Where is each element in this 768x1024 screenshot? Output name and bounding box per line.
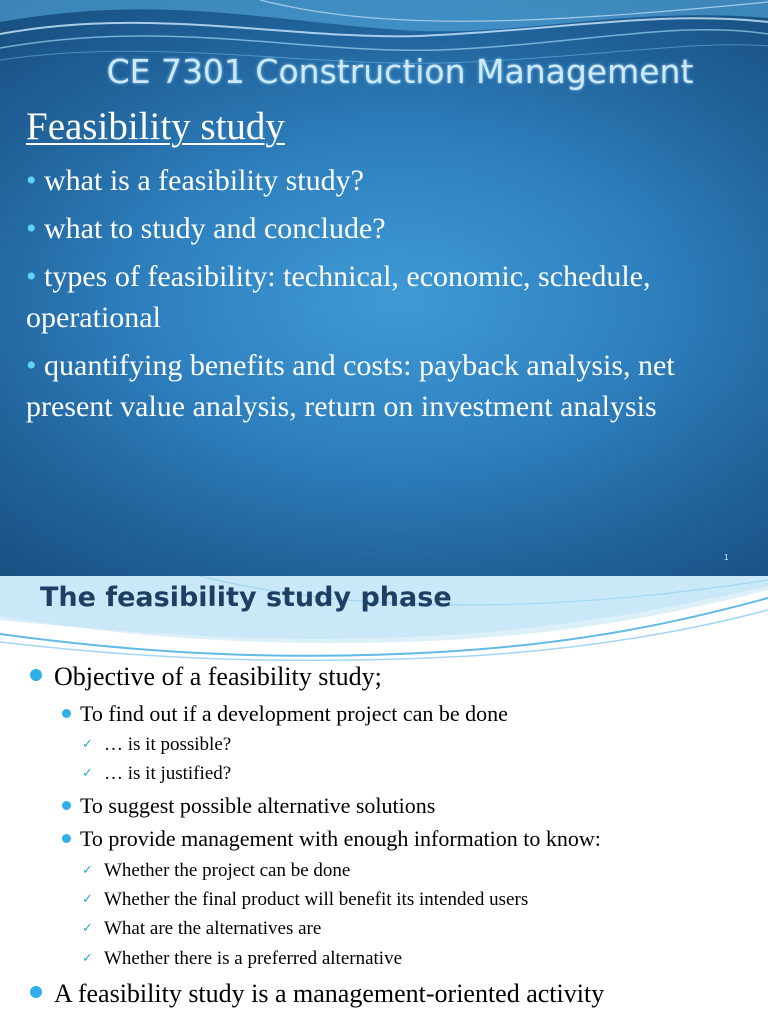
- list-item-text: To find out if a development project can be done: [80, 701, 508, 726]
- bullet-icon: [62, 801, 71, 810]
- list-item-text: Whether the project can be done: [104, 860, 351, 881]
- list-item: [82, 763, 231, 785]
- list-item: [26, 160, 746, 201]
- bullet-list: [26, 160, 746, 434]
- list-item: [62, 793, 435, 819]
- list-item: [30, 662, 382, 692]
- list-item: [62, 701, 508, 727]
- bullet-icon: •: [26, 349, 37, 382]
- slide-2: [0, 576, 768, 1024]
- list-item-text: types of feasibility: technical, economic, schedule, operational: [26, 260, 651, 334]
- list-item: [62, 826, 601, 852]
- slide-title: The feasibility study phase: [40, 582, 452, 613]
- list-item: [26, 208, 746, 249]
- list-item: [30, 979, 604, 1009]
- list-item-text: To provide management with enough information to know:: [80, 826, 601, 851]
- checkmark-icon: ✓: [82, 920, 93, 935]
- page-number: 1: [724, 553, 729, 562]
- checkmark-icon: ✓: [82, 862, 93, 877]
- checkmark-icon: ✓: [82, 736, 93, 751]
- bullet-icon: [62, 834, 71, 843]
- checkmark-icon: ✓: [82, 891, 93, 906]
- list-item: [82, 918, 321, 940]
- checkmark-icon: ✓: [82, 950, 93, 965]
- list-item-text: Whether the final product will benefit its intended users: [104, 889, 529, 910]
- bullet-icon: [62, 709, 71, 718]
- list-item-text: A feasibility study is a management-oriented activity: [54, 979, 605, 1008]
- bullet-icon: •: [26, 164, 37, 197]
- list-item-text: Whether there is a preferred alternative: [104, 948, 403, 969]
- list-item-text: what is a feasibility study?: [44, 164, 364, 197]
- presentation-title: CE 7301 Construction Management: [106, 52, 694, 91]
- list-item-text: Objective of a feasibility study;: [54, 662, 382, 691]
- list-item-text: … is it possible?: [104, 734, 232, 755]
- list-item: [82, 889, 528, 911]
- list-item: [26, 256, 746, 338]
- bullet-icon: [30, 669, 42, 681]
- list-item-text: What are the alternatives are: [104, 918, 322, 939]
- list-item: [82, 734, 231, 756]
- list-item-text: what to study and conclude?: [44, 212, 386, 245]
- checkmark-icon: ✓: [82, 765, 93, 780]
- bullet-icon: [30, 986, 42, 998]
- bullet-icon: •: [26, 260, 37, 293]
- slide-heading: Feasibility study: [26, 105, 285, 148]
- list-item-text: quantifying benefits and costs: payback analysis, net present value analysis, return on investment analysis: [26, 349, 675, 423]
- list-item-text: To suggest possible alternative solutions: [80, 793, 436, 818]
- list-item: [82, 948, 402, 970]
- list-item: [82, 860, 350, 882]
- list-item: [26, 345, 746, 427]
- bullet-icon: •: [26, 212, 37, 245]
- list-item-text: … is it justified?: [104, 763, 232, 784]
